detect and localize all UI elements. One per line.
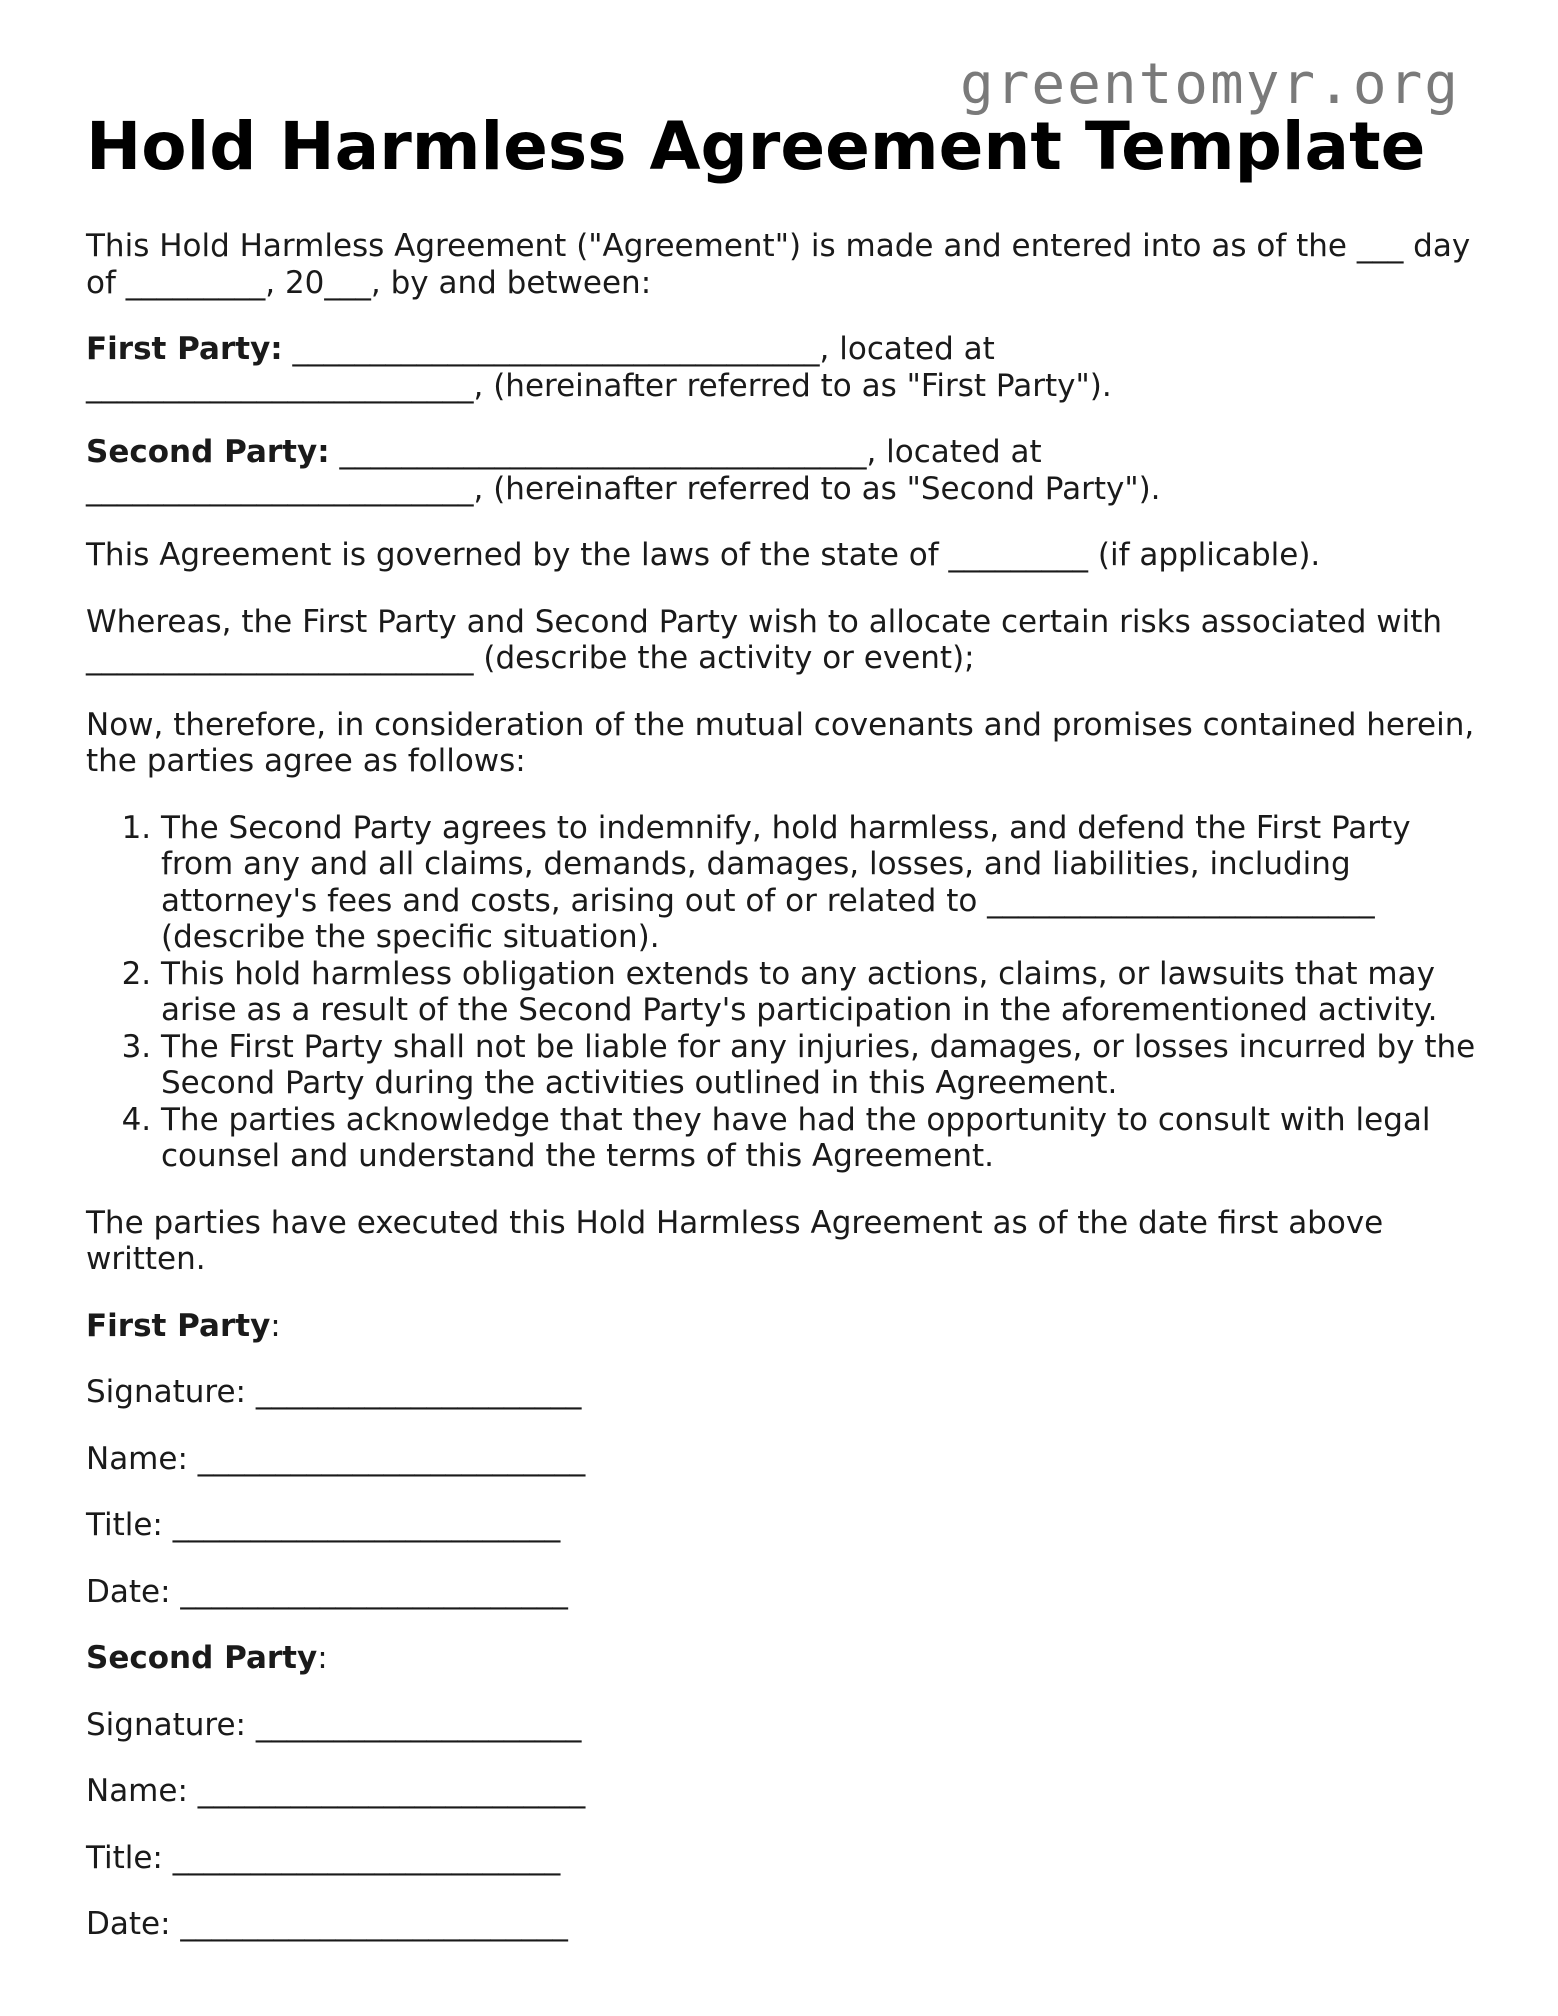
first-party-address-line: _________________________, (hereinafter referred to as "First Party"). [86, 367, 1112, 404]
second-party-address-line: _________________________, (hereinafter referred to as "Second Party"). [86, 470, 1161, 507]
first-party-signature-heading [86, 1308, 1486, 1345]
document-title: Hold Harmless Agreement Template [86, 108, 1426, 185]
term-line: The parties acknowledge that they have had the opportunity to consult with legal [161, 1101, 1431, 1138]
now-therefore-line: Now, therefore, in consideration of the mutual covenants and promises contained herein, [86, 706, 1475, 743]
signature-party-colon: : [317, 1640, 328, 1676]
now-therefore-paragraph [86, 707, 1486, 780]
whereas-line: _________________________ (describe the activity or event); [86, 640, 975, 676]
intro-paragraph [86, 228, 1486, 301]
term-line: The Second Party agrees to indemnify, hold harmless, and defend the First Party [161, 809, 1411, 846]
intro-line: This Hold Harmless Agreement ("Agreement") is made and entered into as of the ___ day [86, 228, 1471, 264]
term-line: from any and all claims, demands, damages, losses, and liabilities, including [161, 846, 1351, 882]
term-line: arise as a result of the Second Party's participation in the aforementioned activity. [161, 992, 1438, 1028]
term-item [161, 1029, 1486, 1102]
signature-field: Signature: _____________________ [86, 1706, 582, 1743]
second-party-label: Second Party: [86, 434, 330, 470]
signature-party-name: Second Party [86, 1640, 318, 1676]
second-party-paragraph [86, 434, 1486, 507]
second-party-name-blank: __________________________________, located at [329, 434, 1042, 470]
executed-line: The parties have executed this Hold Harmless Agreement as of the date first above [86, 1204, 1384, 1241]
term-item [161, 956, 1486, 1029]
governing-law-paragraph: This Agreement is governed by the laws of the state of _________ (if applicable). [86, 537, 1321, 573]
first-party-paragraph [86, 331, 1486, 404]
term-line: attorney's fees and costs, arising out of or related to _________________________ [161, 882, 1375, 919]
term-line: This hold harmless obligation extends to any actions, claims, or lawsuits that may [161, 955, 1435, 992]
signature-party-name: First Party [86, 1307, 271, 1344]
date-field: Date: _________________________ [86, 1573, 568, 1610]
terms-list [86, 810, 1486, 1175]
term-line: Second Party during the activities outlined in this Agreement. [161, 1065, 1118, 1101]
signature-party-colon: : [270, 1307, 281, 1344]
title-field: Title: _________________________ [86, 1839, 561, 1876]
signature-field: Signature: _____________________ [86, 1374, 582, 1410]
name-field: Name: _________________________ [86, 1773, 586, 1809]
date-field: Date: _________________________ [86, 1906, 568, 1942]
document-page [86, 108, 1486, 1943]
executed-line: written. [86, 1241, 206, 1277]
term-line: counsel and understand the terms of this Agreement. [161, 1138, 994, 1174]
intro-line: of _________, 20___, by and between: [86, 264, 652, 301]
term-line: The First Party shall not be liable for any injuries, damages, or losses incurred by the [161, 1028, 1476, 1065]
term-line: (describe the specific situation). [161, 919, 660, 955]
title-field: Title: _________________________ [86, 1507, 561, 1543]
second-party-signature-heading [86, 1640, 1486, 1677]
now-therefore-line: the parties agree as follows: [86, 743, 526, 779]
name-field: Name: _________________________ [86, 1440, 586, 1477]
executed-paragraph [86, 1205, 1486, 1278]
watermark: greentomyr.org [960, 52, 1461, 117]
whereas-line: Whereas, the First Party and Second Party wish to allocate certain risks associated with [86, 603, 1443, 640]
first-party-name-blank: __________________________________, located at [282, 331, 995, 367]
whereas-paragraph [86, 604, 1486, 677]
first-party-label: First Party: [86, 331, 283, 367]
term-item [161, 810, 1486, 956]
term-item [161, 1102, 1486, 1175]
